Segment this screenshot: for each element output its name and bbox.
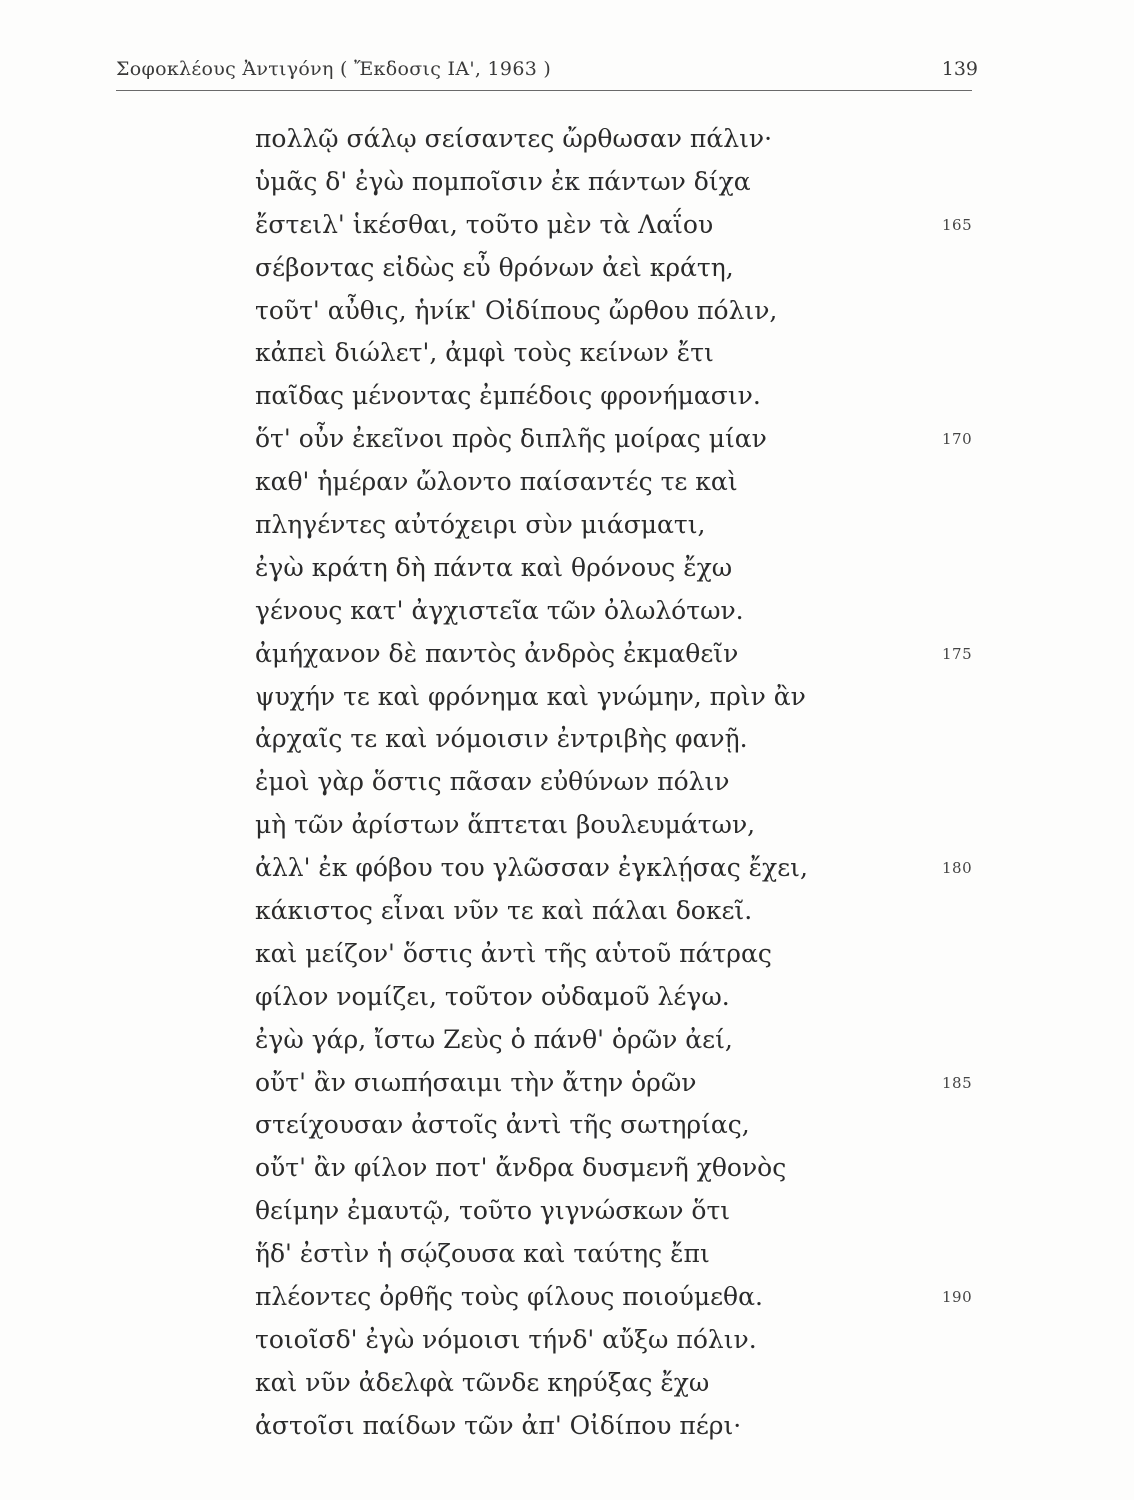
verse-text: μὴ τῶν ἀρίστων ἅπτεται βουλευμάτων, [255,810,756,840]
verse-text: τοιοῖσδ' ἐγὼ νόμοισι τήνδ' αὔξω πόλιν. [255,1324,757,1354]
verse-line [255,1019,955,1062]
verse-text: ψυχήν τε καὶ φρόνημα καὶ γνώμην, πρὶν ἂν [255,681,806,711]
verse-line [255,1104,955,1147]
verse-text: τοῦτ' αὖθις, ἡνίκ' Οἰδίπους ὤρθου πόλιν, [255,295,778,325]
verse-line [255,204,973,247]
verse-text: καὶ νῦν ἀδελφὰ τῶνδε κηρύξας ἔχω [255,1367,710,1397]
verse-line [255,1405,955,1448]
verse-line [255,418,973,461]
verse-line [255,847,973,890]
verse-line [255,590,955,633]
verse-line [255,633,973,676]
verse-text: οὔτ' ἂν φίλον ποτ' ἄνδρα δυσμενῆ χθονὸς [255,1153,787,1183]
verse-line [255,1319,955,1362]
verse-text: γένους κατ' ἀγχιστεῖα τῶν ὀλωλότων. [255,595,744,625]
running-head [116,56,978,88]
verse-line [255,1190,955,1233]
verse-text: ἀστοῖσι παίδων τῶν ἀπ' Οἰδίπου πέρι· [255,1410,742,1440]
verse-text: ἐγὼ γάρ, ἴστω Ζεὺς ὁ πάνθ' ὁρῶν ἀεί, [255,1024,733,1054]
verse-line [255,290,955,333]
line-number: 165 [942,215,973,234]
verse-line [255,547,955,590]
line-number: 170 [942,430,973,449]
running-title: Σοφοκλέους Ἀντιγόνη ( Ἔκδοσις ΙΑ', 1963 ) [116,58,552,80]
verse-line [255,890,955,933]
line-number: 180 [942,859,973,878]
verse-line [255,1362,955,1405]
verse-line [255,375,955,418]
line-number: 175 [942,644,973,663]
verse-text: καθ' ἡμέραν ὤλοντο παίσαντές τε καὶ [255,467,738,497]
verse-text: ἥδ' ἐστὶν ἡ σῴζουσα καὶ ταύτης ἔπι [255,1239,710,1269]
verse-line [255,804,955,847]
verse-line [255,461,955,504]
verse-text: ὑμᾶς δ' ἐγὼ πομποῖσιν ἐκ πάντων δίχα [255,166,751,196]
verse-line [255,718,955,761]
verse-text: οὔτ' ἂν σιωπήσαιμι τὴν ἄτην ὁρῶν [255,1067,697,1097]
verse-line [255,761,955,804]
verse-text: στείχουσαν ἀστοῖς ἀντὶ τῆς σωτηρίας, [255,1110,750,1140]
verse-text: ἐγὼ κράτη δὴ πάντα καὶ θρόνους ἔχω [255,552,733,582]
verse-line [255,1233,955,1276]
verse-line [255,1062,973,1105]
header-rule [116,90,972,91]
verse-text: φίλον νομίζει, τοῦτον οὐδαμοῦ λέγω. [255,981,730,1011]
verse-text: ἔστειλ' ἱκέσθαι, τοῦτο μὲν τὰ Λαΐου [255,209,714,239]
verse-text: ἐμοὶ γὰρ ὅστις πᾶσαν εὐθύνων πόλιν [255,767,730,797]
verse-line [255,247,955,290]
verse-text: πλέοντες ὀρθῆς τοὺς φίλους ποιούμεθα. [255,1282,763,1312]
verse-line [255,933,955,976]
verse-line [255,1147,955,1190]
line-number: 185 [942,1073,973,1092]
verse-text: ἀμήχανον δὲ παντὸς ἀνδρὸς ἐκμαθεῖν [255,638,739,668]
verse-text: θείμην ἐμαυτῷ, τοῦτο γιγνώσκων ὅτι [255,1196,731,1226]
verse-block [255,118,973,1448]
verse-text: πληγέντες αὐτόχειρι σὺν μιάσματι, [255,510,706,540]
line-number: 190 [942,1288,973,1307]
verse-text: καὶ μείζον' ὅστις ἀντὶ τῆς αὑτοῦ πάτρας [255,938,772,968]
verse-text: κἀπεὶ διώλετ', ἀμφὶ τοὺς κείνων ἔτι [255,338,714,368]
page-number: 139 [941,58,978,80]
verse-text: παῖδας μένοντας ἐμπέδοις φρονήμασιν. [255,381,761,411]
verse-line [255,504,955,547]
verse-line [255,1276,973,1319]
verse-line [255,976,955,1019]
verse-line [255,676,955,719]
verse-text: σέβοντας εἰδὼς εὖ θρόνων ἀεὶ κράτη, [255,252,734,282]
verse-text: ὅτ' οὖν ἐκεῖνοι πρὸς διπλῆς μοίρας μίαν [255,424,767,454]
verse-text: πολλῷ σάλῳ σείσαντες ὤρθωσαν πάλιν· [255,124,773,153]
verse-line [255,161,955,204]
verse-text: ἀρχαῖς τε καὶ νόμοισιν ἐντριβὴς φανῇ. [255,724,748,754]
verse-line [255,332,955,375]
verse-text: ἀλλ' ἐκ φόβου του γλῶσσαν ἐγκλῄσας ἔχει, [255,853,808,883]
verse-line [255,118,955,161]
verse-text: κάκιστος εἶναι νῦν τε καὶ πάλαι δοκεῖ. [255,896,753,926]
